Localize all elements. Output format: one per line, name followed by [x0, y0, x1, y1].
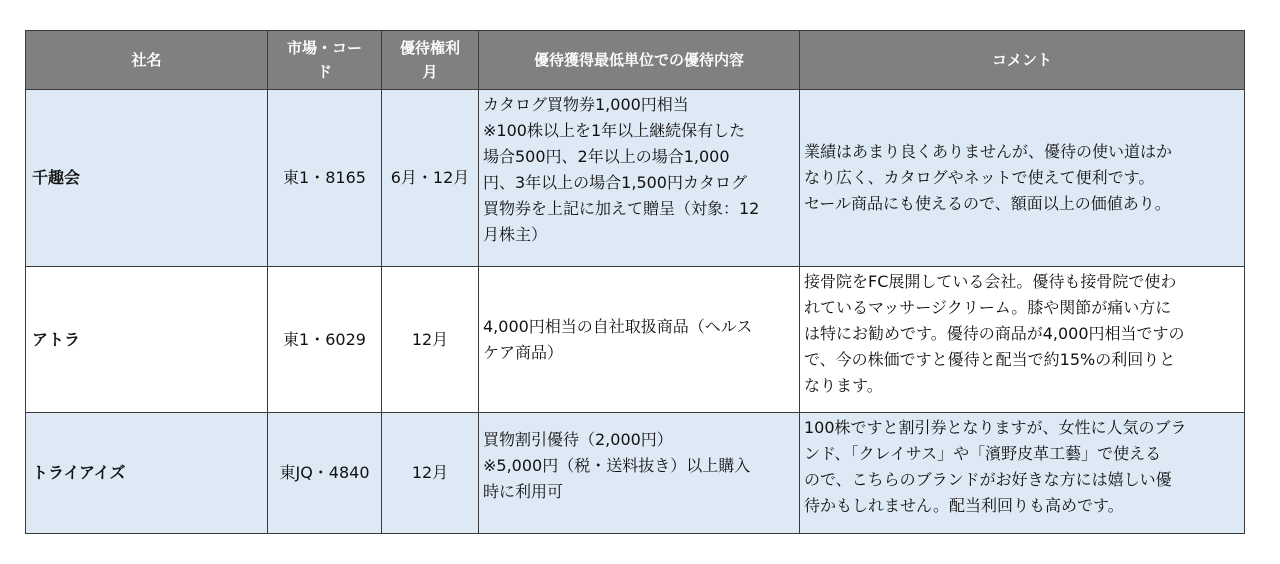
benefit-detail-line: 場合500円、2年以上の場合1,000 [483, 147, 730, 166]
market-code: 東1・8165 [268, 90, 382, 267]
benefit-detail-line: 月株主） [483, 225, 548, 244]
benefit-detail-line: 4,000円相当の自社取扱商品（ヘルス [483, 316, 753, 336]
comment [800, 413, 1245, 534]
benefit-detail-line: 買物券を上記に加えて贈呈（対象：12 [483, 199, 760, 218]
table-row [26, 413, 1245, 534]
company-name: 千趣会 [26, 90, 268, 267]
benefit-detail-line: カタログ買物券1,000円相当 [483, 95, 689, 114]
company-name: トライアイズ [26, 413, 268, 534]
benefit-detail-line: 時に利用可 [483, 482, 564, 501]
benefit-detail-line: ケア商品） [483, 342, 564, 362]
comment-line: 接骨院をFC展開している会社。優待も接骨院で使わ [804, 272, 1177, 291]
table-row [26, 267, 1245, 413]
header-record-month-line1: 優待権利 [399, 39, 460, 57]
benefit-detail-line: ※100株以上を1年以上継続保有した [483, 121, 746, 140]
company-name: アトラ [26, 267, 268, 413]
header-record-month [382, 31, 479, 90]
comment-line: ので、こちらのブランドがお好きな方には嬉しい優 [804, 470, 1172, 489]
comment-line: れているマッサージクリーム。膝や関節が痛い方に [804, 298, 1172, 317]
comment [800, 90, 1245, 267]
header-market-code-line2: ド [316, 63, 332, 81]
record-month: 12月 [382, 267, 479, 413]
market-code: 東JQ・4840 [268, 413, 382, 534]
header-record-month-line2: 月 [422, 63, 438, 81]
record-month: 12月 [382, 413, 479, 534]
comment-line: 待かもしれません。配当利回りも高めです。 [804, 496, 1124, 515]
table-header-row [26, 31, 1245, 90]
benefit-detail-line: 円、3年以上の場合1,500円カタログ [483, 173, 747, 192]
table-row [26, 90, 1245, 267]
comment-line: 業績はあまり良くありませんが、優待の使い道はか [804, 142, 1173, 161]
comment-line: セール商品にも使えるので、額面以上の価値あり。 [804, 194, 1171, 213]
header-company-name: 社名 [26, 31, 268, 90]
comment-line: ンド、「クレイサス」や「濱野皮革工藝」で使える [804, 444, 1162, 463]
comment-line: は特にお勧めです。優待の商品が4,000円相当ですの [804, 324, 1185, 343]
shareholder-benefits-table [25, 30, 1245, 534]
benefit-detail-line: ※5,000円（税・送料抜き）以上購入 [483, 456, 751, 475]
comment-line: なります。 [804, 376, 883, 395]
comment-line: 100株ですと割引券となりますが、女性に人気のブラ [804, 418, 1187, 437]
header-comment: コメント [800, 31, 1245, 90]
comment-line: なり広く、カタログやネットで使えて便利です。 [804, 168, 1155, 187]
header-market-code [268, 31, 382, 90]
market-code: 東1・6029 [268, 267, 382, 413]
benefit-detail [479, 90, 800, 267]
record-month: 6月・12月 [382, 90, 479, 267]
header-benefit-detail: 優待獲得最低単位での優待内容 [479, 31, 800, 90]
benefit-detail-line: 買物割引優待（2,000円） [483, 430, 673, 449]
benefit-detail [479, 267, 800, 413]
benefit-detail [479, 413, 800, 534]
header-market-code-line1: 市場・コー [286, 39, 362, 57]
comment [800, 267, 1245, 413]
comment-line: で、今の株価ですと優待と配当で約15%の利回りと [804, 350, 1176, 369]
